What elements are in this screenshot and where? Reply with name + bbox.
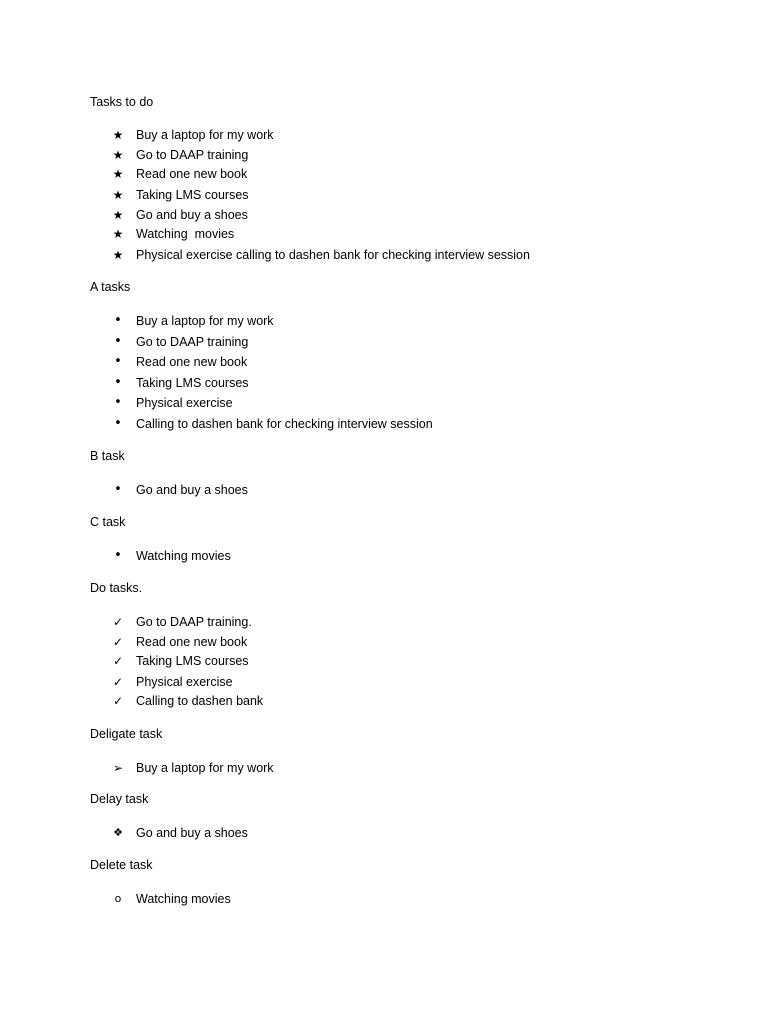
list-item: [0, 652, 768, 670]
dot-bullet-icon: •: [114, 334, 122, 349]
star-bullet-icon: ★: [112, 128, 124, 142]
section-heading-c-task: C task: [90, 515, 126, 529]
list-item: [0, 692, 768, 710]
list-item: [0, 206, 768, 224]
circle-bullet-icon: o: [114, 892, 122, 905]
list-item-text: Buy a laptop for my work: [136, 128, 274, 142]
star-bullet-icon: ★: [112, 148, 124, 162]
dot-bullet-icon: •: [114, 395, 122, 410]
list-item-text: Buy a laptop for my work: [136, 314, 274, 328]
list-item-text: Physical exercise: [136, 675, 233, 689]
list-item: [0, 890, 768, 908]
section-heading-a-tasks: A tasks: [90, 280, 131, 294]
dot-bullet-icon: •: [114, 375, 122, 390]
star-bullet-icon: ★: [112, 188, 124, 202]
dot-bullet-icon: •: [114, 548, 122, 563]
section-heading-deligate-task: Deligate task: [90, 727, 163, 741]
dot-bullet-icon: •: [114, 416, 122, 431]
dot-bullet-icon: •: [114, 354, 122, 369]
list-item-text: Go and buy a shoes: [136, 826, 248, 840]
list-item: [0, 165, 768, 183]
section-heading-tasks-to-do: Tasks to do: [90, 95, 154, 109]
list-item-text: Physical exercise calling to dashen bank for checking interview session: [136, 248, 530, 262]
list-item: [0, 225, 768, 243]
dot-bullet-icon: •: [114, 482, 122, 497]
list-item: [0, 824, 768, 842]
list-item-text: Taking LMS courses: [136, 188, 249, 202]
list-item: [0, 126, 768, 144]
star-bullet-icon: ★: [112, 248, 124, 262]
dot-bullet-icon: •: [114, 313, 122, 328]
list-item-text: Calling to dashen bank: [136, 694, 264, 708]
list-item: [0, 394, 768, 412]
list-item: [0, 186, 768, 204]
list-item: [0, 759, 768, 777]
list-item-text: Go and buy a shoes: [136, 483, 248, 497]
list-item-text: Read one new book: [136, 355, 248, 369]
list-item: [0, 353, 768, 371]
checkmark-bullet-icon: ✓: [112, 635, 124, 649]
list-item-text: Taking LMS courses: [136, 376, 249, 390]
list-item-text: Watching movies: [136, 892, 231, 906]
list-item: [0, 481, 768, 499]
list-item-text: Go to DAAP training: [136, 335, 249, 349]
checkmark-bullet-icon: ✓: [112, 694, 124, 708]
list-item-text: Buy a laptop for my work: [136, 761, 274, 775]
checkmark-bullet-icon: ✓: [112, 654, 124, 668]
list-item-text: Watching movies: [136, 227, 235, 241]
diamond-bullet-icon: ❖: [113, 826, 123, 839]
section-heading-delete-task: Delete task: [90, 858, 153, 872]
list-item-text: Taking LMS courses: [136, 654, 249, 668]
list-item-text: Go and buy a shoes: [136, 208, 248, 222]
section-heading-b-task: B task: [90, 449, 125, 463]
list-item: [0, 246, 768, 264]
list-item: [0, 673, 768, 691]
list-item: [0, 415, 768, 433]
list-item: [0, 312, 768, 330]
list-item-text: Watching movies: [136, 549, 231, 563]
section-heading-delay-task: Delay task: [90, 792, 149, 806]
star-bullet-icon: ★: [112, 167, 124, 181]
list-item: [0, 547, 768, 565]
list-item-text: Go to DAAP training: [136, 148, 249, 162]
list-item-text: Calling to dashen bank for checking interview session: [136, 417, 433, 431]
checkmark-bullet-icon: ✓: [112, 615, 124, 629]
list-item-text: Read one new book: [136, 167, 248, 181]
list-item: [0, 633, 768, 651]
star-bullet-icon: ★: [112, 227, 124, 241]
star-bullet-icon: ★: [112, 208, 124, 222]
list-item: [0, 613, 768, 631]
list-item-text: Go to DAAP training.: [136, 615, 252, 629]
list-item: [0, 146, 768, 164]
section-heading-do-tasks: Do tasks.: [90, 581, 143, 595]
list-item: [0, 333, 768, 351]
checkmark-bullet-icon: ✓: [112, 675, 124, 689]
arrowhead-bullet-icon: ➢: [112, 761, 124, 775]
list-item-text: Read one new book: [136, 635, 248, 649]
list-item: [0, 374, 768, 392]
list-item-text: Physical exercise: [136, 396, 233, 410]
